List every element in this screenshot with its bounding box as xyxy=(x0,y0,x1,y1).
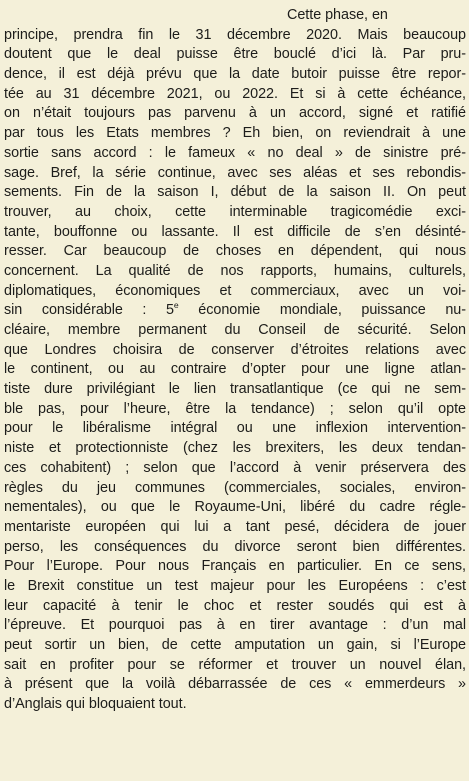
text-line: doutent que le deal puisse être bouclé d’ici là. Par pru- xyxy=(4,46,466,63)
text-line-with-ordinal xyxy=(4,301,466,321)
text-line: sage. Bref, la série continue, avec ses aléas et ses rebondis- xyxy=(4,164,466,181)
text-line: principe, prendra fin le 31 décembre 2020. Mais beaucoup xyxy=(4,26,466,43)
text-line: l’épreuve. Et pourquoi pas à en tirer avantage : d’un mal xyxy=(4,617,466,634)
text-segment: économie mondiale, puissance nu- xyxy=(198,302,466,319)
text-line: mentariste européen qui lui a tant pesé, décidera de jouer xyxy=(4,518,466,535)
text-line: sait en profiter pour se réformer et trouver un nouvel élan, xyxy=(4,656,466,673)
text-line: tée au 31 décembre 2021, ou 2022. Et si à cette échéance, xyxy=(4,85,466,102)
text-line: on n’était toujours pas parvenu à un accord, signé et ratifié xyxy=(4,105,466,122)
text-line: par tous les Etats membres ? Eh bien, on reviendrait à une xyxy=(4,125,466,142)
text-line-last: d’Anglais qui bloquaient tout. xyxy=(4,696,187,713)
text-line: tiste dure privilégiant le lien transatlantique (ce qui ne sem- xyxy=(4,381,466,398)
text-line: trouver, au choix, cette interminable tragicomédie exci- xyxy=(4,203,466,220)
text-segment: sin considérable : 5 xyxy=(4,302,174,319)
text-line: resser. Car beaucoup de choses en dépendent, qui nous xyxy=(4,243,466,260)
text-line: cléaire, membre permanent du Conseil de sécurité. Selon xyxy=(4,322,466,338)
article-body xyxy=(4,6,466,715)
ordinal-suffix: e xyxy=(173,301,179,311)
text-line: nementales), ou que le Royaume-Uni, libéré du cadre régle- xyxy=(4,499,466,516)
text-line: leur capacité à tenir le choc et rester soudés qui est à xyxy=(4,597,466,614)
text-line: peut sortir un bien, de cette amputation un gain, si l’Europe xyxy=(4,637,466,653)
text-line: ble pas, pour l’heure, être la tendance) ; selon qu’il opte xyxy=(4,400,466,417)
text-line: pour le libéralisme intégral ou une inflexion intervention- xyxy=(4,420,466,437)
text-line: règles du jeu communes (commerciales, sociales, environ- xyxy=(4,479,466,496)
text-line: tante, bouffonne ou lassante. Il est difficile de s’en désinté- xyxy=(4,223,466,240)
text-line: Pour l’Europe. Pour nous Français en particulier. En ce sens, xyxy=(4,558,466,575)
text-line: diplomatiques, économiques et commerciaux, avec un voi- xyxy=(4,282,466,299)
text-line: que Londres choisira de conserver d’étroites relations avec xyxy=(4,341,466,358)
text-line: perso, les conséquences du divorce seront bien différentes. xyxy=(4,538,466,555)
text-line: sements. Fin de la saison I, début de la saison II. On peut xyxy=(4,184,466,201)
text-line: le continent, ou au contraire d’opter pour une ligne atlan- xyxy=(4,361,466,378)
text-line: le Brexit constitue un test majeur pour les Européens : c’est xyxy=(4,577,466,594)
text-line: dence, il est déjà prévu que la date butoir puisse être repor- xyxy=(4,66,466,83)
text-line: ces cohabitent) ; selon que l’accord à venir préservera des xyxy=(4,459,466,476)
text-line: Cette phase, en xyxy=(287,7,388,23)
text-line: sortie sans accord : le fameux « no deal » de sinistre pré- xyxy=(4,144,466,161)
text-line: à présent que la voilà débarrassée de ces « emmerdeurs » xyxy=(4,676,466,693)
text-line: concernent. La qualité de nos rapports, humains, culturels, xyxy=(4,262,466,279)
text-line: niste et protectionniste (chez les brexiters, les deux tendan- xyxy=(4,440,466,457)
